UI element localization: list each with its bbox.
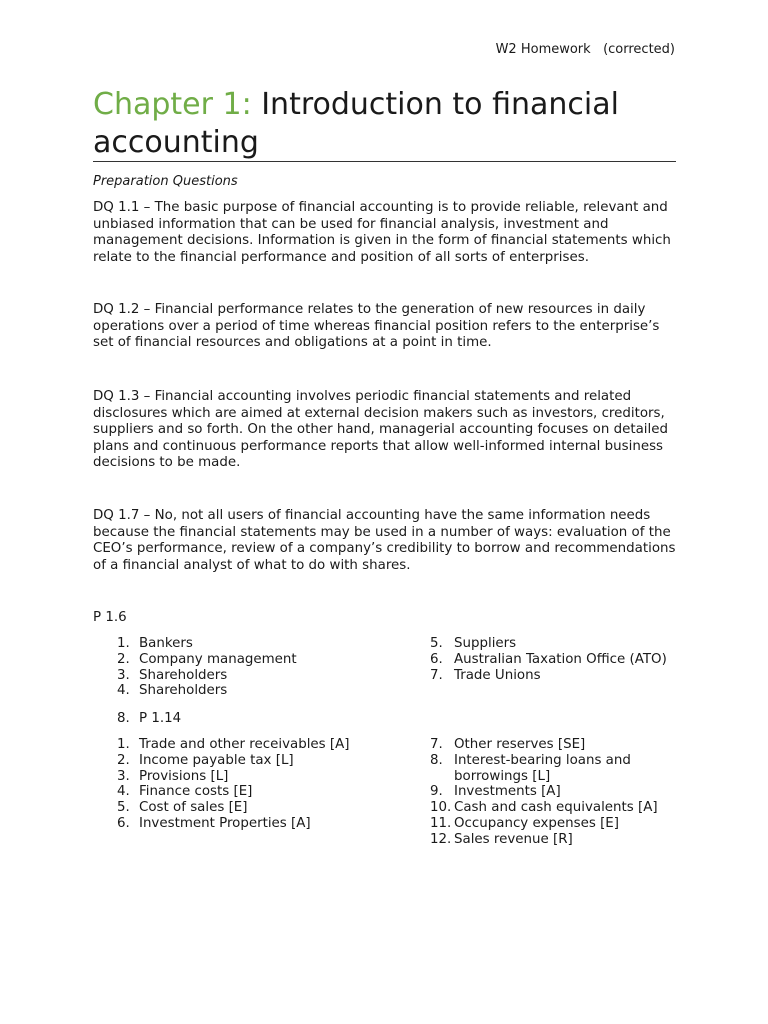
list-text: Bankers [139, 636, 193, 651]
list-item [430, 816, 680, 832]
list-item [93, 769, 353, 785]
page-title [93, 86, 676, 162]
list-number: 8. [117, 711, 130, 726]
list-item [430, 753, 680, 785]
list-item [430, 737, 680, 753]
list-text: Cost of sales [E] [139, 800, 248, 816]
list-number: 7. [430, 737, 443, 752]
p114-right-list [430, 737, 680, 848]
list-item [93, 711, 393, 727]
p114-left-list [93, 737, 353, 832]
list-text: Income payable tax [L] [139, 752, 294, 768]
list-text: Provisions [L] [139, 768, 229, 784]
list-text: Australian Taxation Office (ATO) [454, 651, 667, 667]
list-item [430, 652, 670, 668]
title-divider [93, 161, 676, 162]
list-item [93, 753, 353, 769]
list-number: 6. [117, 815, 130, 831]
list-item [430, 832, 680, 848]
list-item [430, 784, 680, 800]
list-text: Company management [139, 651, 297, 667]
p16-right-list [430, 636, 670, 683]
list-number: 8. [430, 752, 443, 768]
list-item [430, 668, 670, 684]
list-number: 7. [430, 667, 443, 683]
chapter-number: Chapter 1: [93, 87, 252, 122]
list-number: 9. [430, 784, 443, 800]
list-number: 2. [117, 752, 130, 768]
list-text: Other reserves [SE] [454, 737, 586, 752]
list-text: Shareholders [139, 683, 228, 699]
section-label-p-1-6: P 1.6 [93, 610, 127, 625]
list-number: 5. [117, 800, 130, 816]
paragraph-dq-1-3: DQ 1.3 – Financial accounting involves periodic financial statements and related disclosures which are aimed at external decision makers such as investors, creditors, suppliers and so forth. On the other hand, managerial accounting focuses on detailed plans and continuous performance reports that allow well-informed internal business decisions to be made. [93, 389, 668, 471]
list-text: Cash and cash equivalents [A] [454, 800, 658, 816]
list-number: 6. [430, 651, 443, 667]
p16-left-list [93, 636, 393, 699]
section-label-p-1-14: P 1.14 [139, 711, 182, 726]
list-number: 3. [117, 768, 130, 784]
list-text: Sales revenue [R] [454, 831, 573, 847]
list-item [93, 784, 353, 800]
list-text: Interest-bearing loans and borrowings [L] [454, 752, 631, 784]
list-item [93, 816, 353, 832]
list-number: 4. [117, 683, 130, 699]
p16-after-list [93, 711, 393, 727]
list-number: 5. [430, 636, 443, 651]
list-number: 1. [117, 636, 130, 651]
paragraph-dq-1-7: DQ 1.7 – No, not all users of financial accounting have the same information needs because the financial statements may be used in a number of ways: evaluation of the CEO’s performance, review of a company’s credibility to borrow and recommendations of a financial analyst of what to do with shares. [93, 508, 676, 573]
list-text: Occupancy expenses [E] [454, 815, 619, 831]
list-item [93, 636, 393, 652]
list-text: Investments [A] [454, 784, 561, 800]
document-header: W2 Homework (corrected) [495, 42, 675, 57]
list-item [93, 668, 393, 684]
list-item [93, 737, 353, 753]
list-item [93, 683, 393, 699]
list-text: Shareholders [139, 667, 228, 683]
list-number: 3. [117, 667, 130, 683]
chapter-title: Introduction to financial accounting [93, 87, 619, 160]
list-text: Trade and other receivables [A] [139, 737, 350, 752]
list-text: Suppliers [454, 636, 517, 651]
list-item [93, 800, 353, 816]
list-number: 1. [117, 737, 130, 752]
list-number: 11. [430, 815, 452, 831]
list-text: Finance costs [E] [139, 784, 253, 800]
section-subtitle: Preparation Questions [93, 174, 238, 189]
list-number: 2. [117, 651, 130, 667]
list-number: 4. [117, 784, 130, 800]
list-item [430, 636, 670, 652]
list-number: 12. [430, 831, 452, 847]
paragraph-dq-1-1: DQ 1.1 – The basic purpose of financial accounting is to provide reliable, relevant and unbiased information that can be used for financial analysis, investment and management decisions. Information is given in the form of financial statements which relate to the financial performance and position of all sorts of enterprises. [93, 200, 671, 265]
paragraph-dq-1-2: DQ 1.2 – Financial performance relates to the generation of new resources in daily operations over a period of time whereas financial position refers to the enterprise’s set of financial resources and obligations at a point in time. [93, 302, 660, 351]
list-text: Investment Properties [A] [139, 815, 311, 831]
list-number: 10. [430, 800, 452, 816]
list-text: Trade Unions [454, 667, 541, 683]
list-item [93, 652, 393, 668]
list-item [430, 800, 680, 816]
